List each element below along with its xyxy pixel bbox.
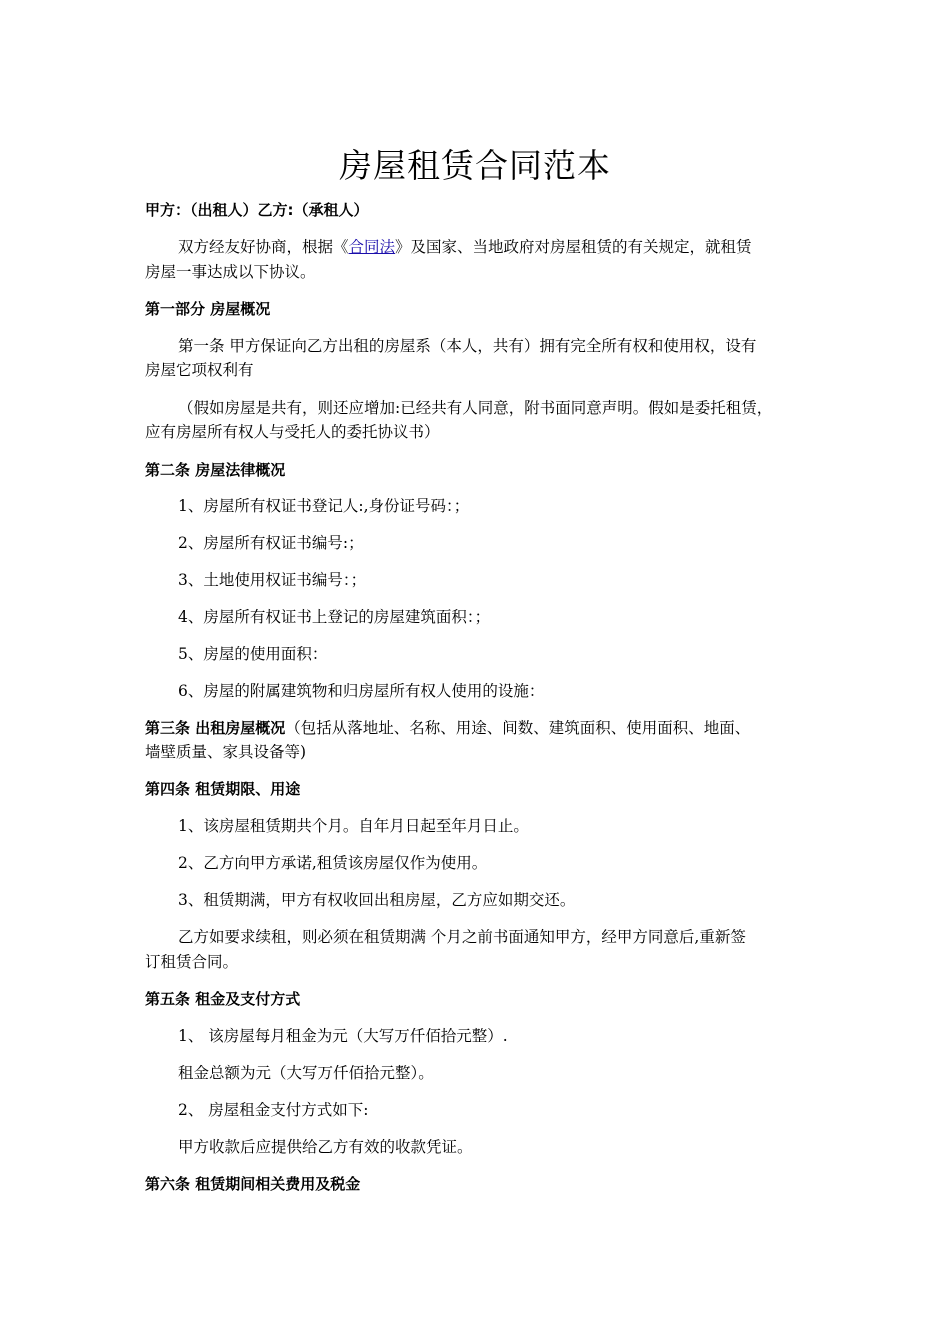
article4-renewal-line2: 订租赁合同。 bbox=[145, 953, 239, 971]
article1-line2: 房屋它项权利有 bbox=[145, 361, 254, 379]
article2-item: 2、房屋所有权证书编号:； bbox=[178, 534, 364, 552]
article4-item: 1、该房屋租赁期共个月。自年月日起至年月日止。 bbox=[178, 817, 529, 835]
article2-heading: 第二条 房屋法律概况 bbox=[145, 461, 286, 479]
article3-description: （包括从落地址、名称、用途、间数、建筑面积、使用面积、地面、 bbox=[285, 719, 751, 737]
contract-law-link[interactable]: 合同法 bbox=[348, 238, 396, 256]
article3-line1 bbox=[145, 716, 825, 740]
article1-note-line1: （假如房屋是共有，则还应增加:已经共有人同意，附书面同意声明。假如是委托租赁， bbox=[178, 399, 773, 417]
article2-item: 6、房屋的附属建筑物和归房屋所有权人使用的设施： bbox=[178, 682, 545, 700]
article5-item: 甲方收款后应提供给乙方有效的收款凭证。 bbox=[178, 1138, 473, 1156]
article2-item: 3、土地使用权证书编号：； bbox=[178, 571, 367, 589]
article5-item: 2、 房屋租金支付方式如下: bbox=[178, 1101, 369, 1119]
article2-item: 4、房屋所有权证书上登记的房屋建筑面积：； bbox=[178, 608, 491, 626]
article4-item: 3、租赁期满，甲方有权收回出租房屋，乙方应如期交还。 bbox=[178, 891, 576, 909]
document-title: 房屋租赁合同范本 bbox=[339, 146, 611, 185]
article3-heading: 第三条 出租房屋概况 bbox=[145, 719, 286, 737]
article4-renewal-line1: 乙方如要求续租，则必须在租赁期满 个月之前书面通知甲方，经甲方同意后,重新签 bbox=[178, 928, 746, 946]
article2-item: 5、房屋的使用面积： bbox=[178, 645, 328, 663]
article2-item: 1、房屋所有权证书登记人:,身份证号码：； bbox=[178, 497, 470, 515]
article5-heading: 第五条 租金及支付方式 bbox=[145, 990, 301, 1008]
article4-item: 2、乙方向甲方承诺,租赁该房屋仅作为使用。 bbox=[178, 854, 488, 872]
article6-heading: 第六条 租赁期间相关费用及税金 bbox=[145, 1175, 361, 1193]
article5-item: 租金总额为元（大写万仟佰拾元整）。 bbox=[178, 1064, 434, 1082]
intro-text-pre: 双方经友好协商，根据《 bbox=[178, 238, 349, 256]
parties-line: 甲方：（出租人）乙方:（承租人） bbox=[145, 201, 369, 219]
article1-note-line2: 应有房屋所有权人与受托人的委托协议书） bbox=[145, 423, 440, 441]
section-heading-part1: 第一部分 房屋概况 bbox=[145, 300, 271, 318]
intro-text-post: 》及国家、当地政府对房屋租赁的有关规定，就租赁 bbox=[395, 238, 752, 256]
intro-paragraph-line2: 房屋一事达成以下协议。 bbox=[145, 263, 316, 281]
article3-line2: 墙壁质量、家具设备等) bbox=[145, 743, 307, 761]
article5-item: 1、 该房屋每月租金为元（大写万仟佰拾元整）. bbox=[178, 1027, 508, 1045]
intro-paragraph-line1 bbox=[178, 235, 826, 259]
article1-line1: 第一条 甲方保证向乙方出租的房屋系（本人，共有）拥有完全所有权和使用权，设有 bbox=[178, 337, 757, 355]
article4-heading: 第四条 租赁期限、用途 bbox=[145, 780, 301, 798]
